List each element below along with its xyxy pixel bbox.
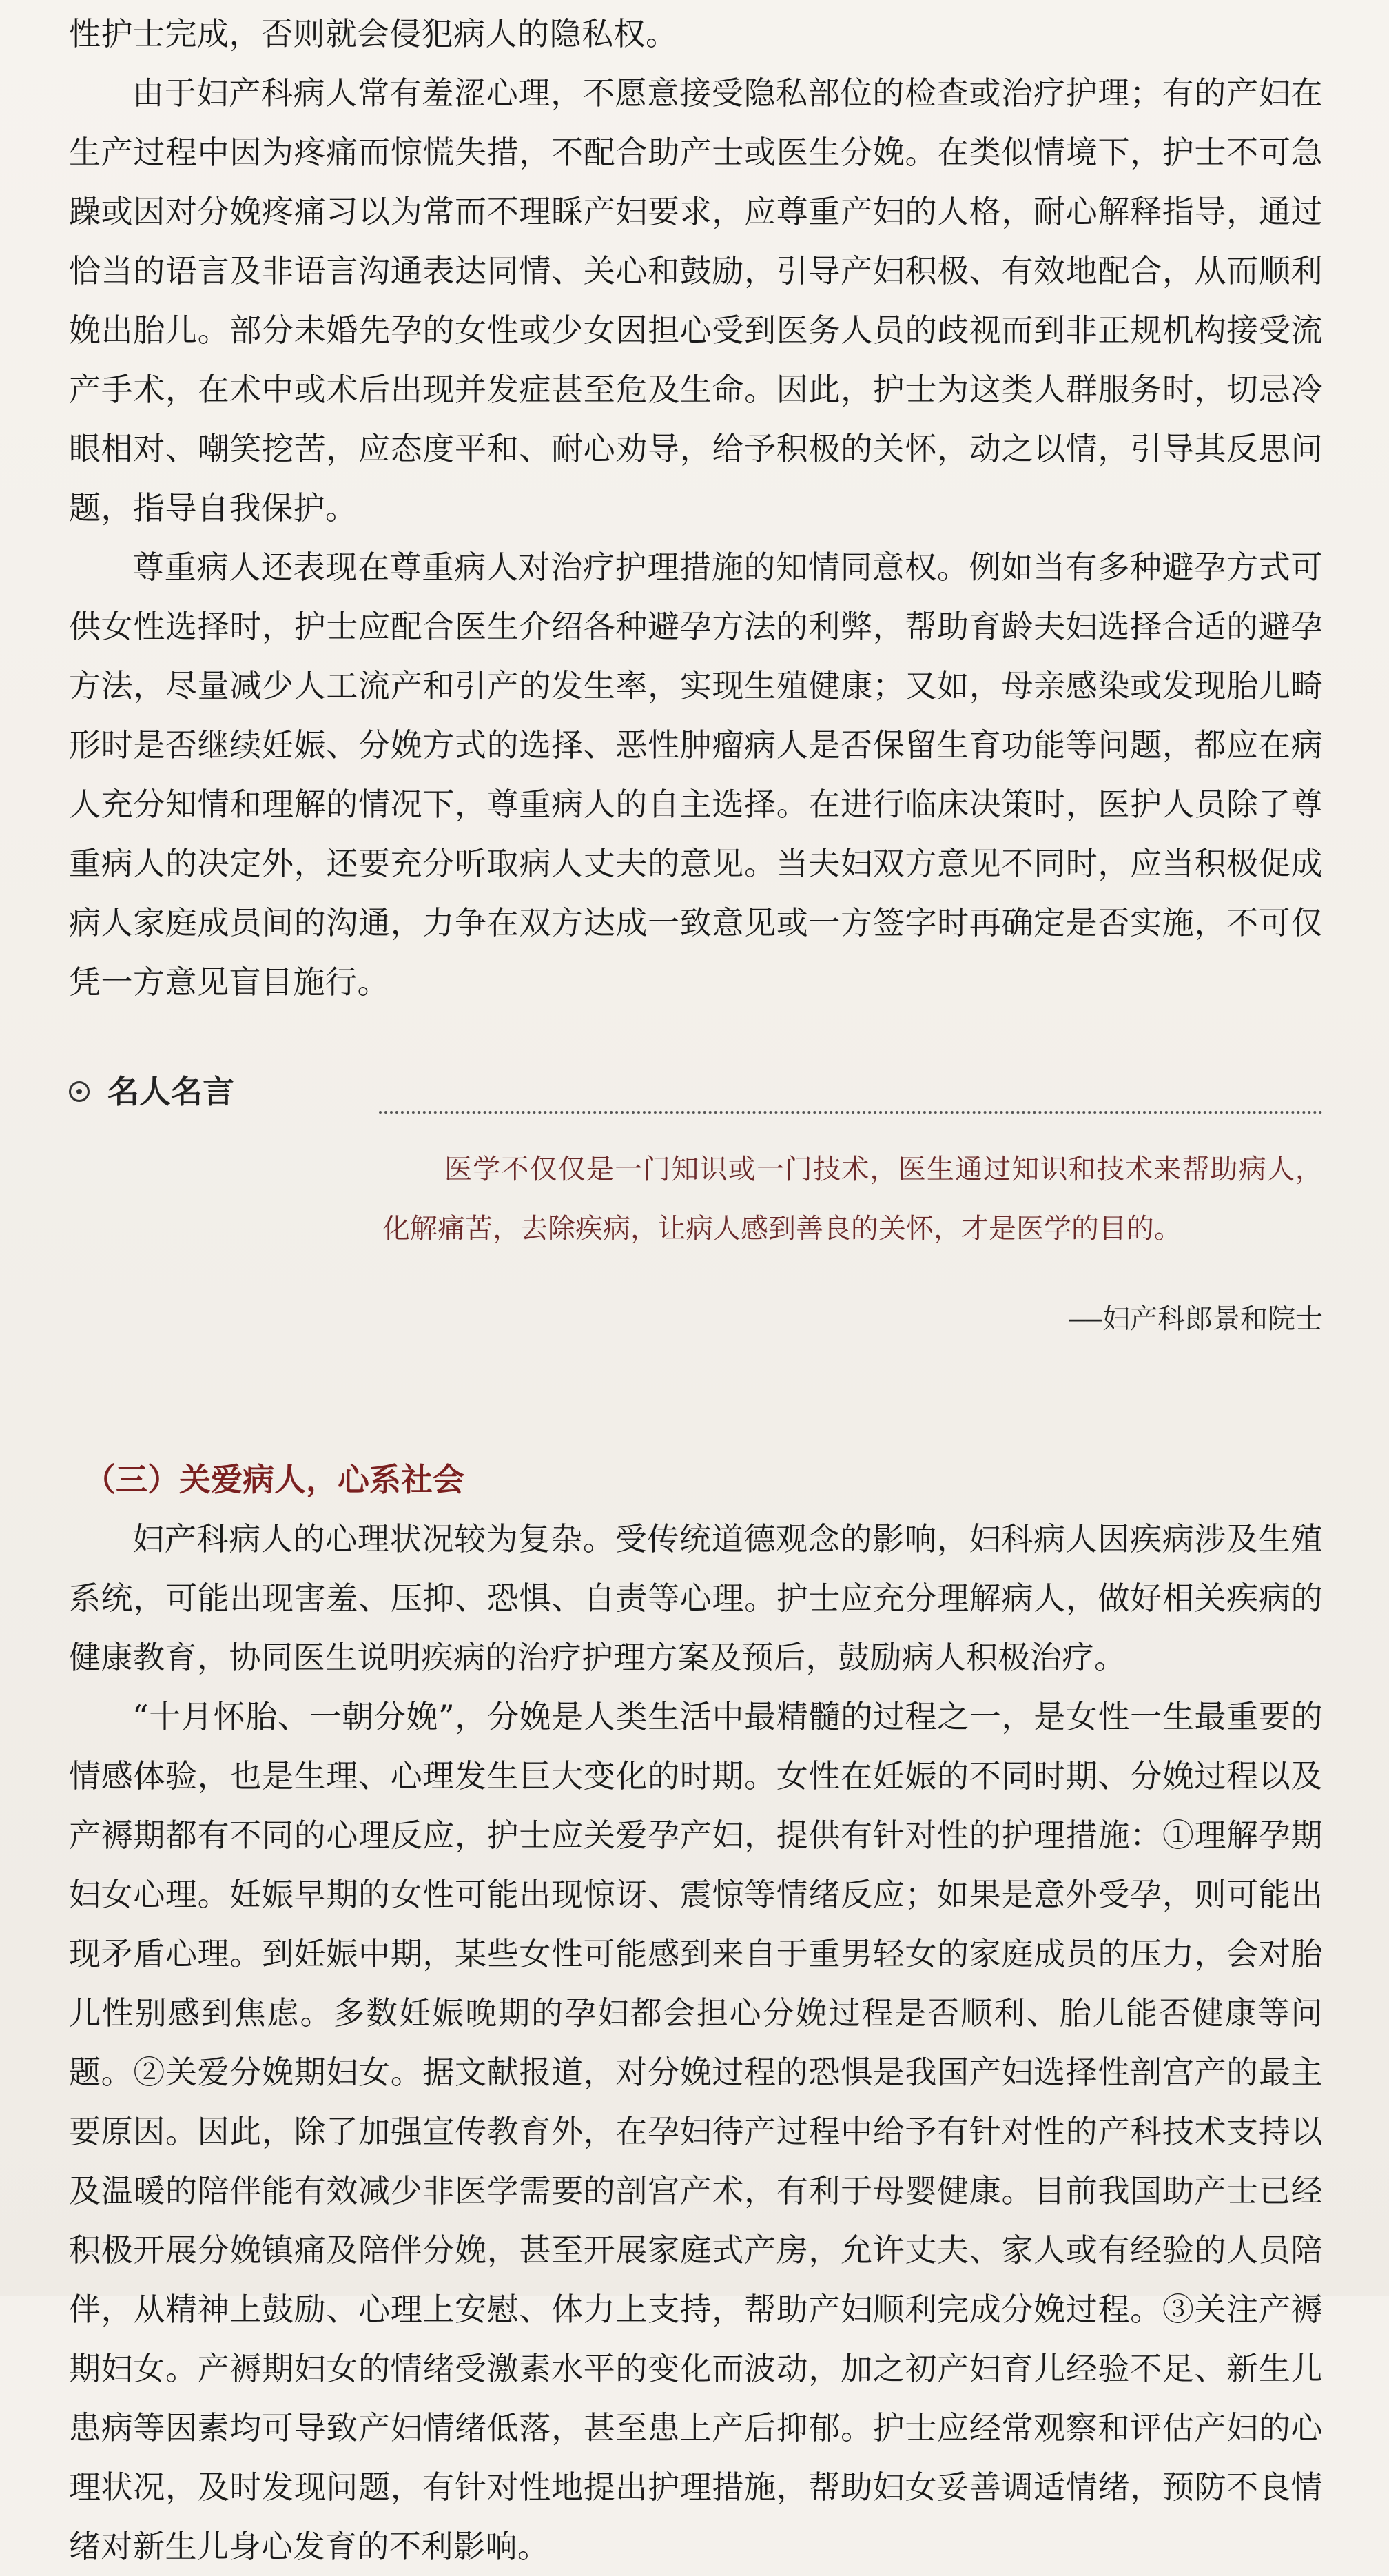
paragraph-privacy: 由于妇产科病人常有羞涩心理，不愿意接受隐私部位的检查或治疗护理；有的产妇在生产过程中因为疼痛而惊慌失措，不配合助产士或医生分娩。在类似情境下，护士不可急躁或因对分娩疼痛习以为常而不理睬产妇要求，应尊重产妇的人格，耐心解释指导，通过恰当的语言及非语言沟通表达同情、关心和鼓励，引导产妇积极、有效地配合，从而顺利娩出胎儿。部分未婚先孕的女性或少女因担心受到医务人员的歧视而到非正规机构接受流产手术，在术中或术后出现并发症甚至危及生命。因此，护士为这类人群服务时，切忌冷眼相对、嘲笑挖苦，应态度平和、耐心劝导，给予积极的关怀，动之以情，引导其反思问题，指导自我保护。 [69, 74, 1323, 527]
paragraph-childbirth: “十月怀胎、一朝分娩”，分娩是人类生活中最精髓的过程之一，是女性一生最重要的情感体验，也是生理、心理发生巨大变化的时期。女性在妊娠的不同时期、分娩过程以及产褥期都有不同的心理反应，护士应关爱孕产妇，提供有针对性的护理措施：①理解孕期妇女心理。妊娠早期的女性可能出现惊讶、震惊等情绪反应；如果是意外受孕，则可能出现矛盾心理。到妊娠中期，某些女性可能感到来自于重男轻女的家庭成员的压力，会对胎儿性别感到焦虑。多数妊娠晚期的孕妇都会担心分娩过程是否顺利、胎儿能否健康等问题。②关爱分娩期妇女。据文献报道，对分娩过程的恐惧是我国产妇选择性剖宫产的最主要原因。因此，除了加强宣传教育外，在孕妇待产过程中给予有针对性的产科技术支持以及温暖的陪伴能有效减少非医学需要的剖宫产术，有利于母婴健康。目前我国助产士已经积极开展分娩镇痛及陪伴分娩，甚至开展家庭式产房，允许丈夫、家人或有经验的人员陪伴，从精神上鼓励、心理上安慰、体力上支持，帮助产妇顺利完成分娩过程。③关注产褥期妇女。产褥期妇女的情绪受激素水平的变化而波动，加之初产妇育儿经验不足、新生儿患病等因素均可导致产妇情绪低落，甚至患上产后抑郁。护士应经常观察和评估产妇的心理状况，及时发现问题，有针对性地提出护理措施，帮助妇女妥善调适情绪，预防不良情绪对新生儿身心发育的不利影响。 [69, 1698, 1323, 2565]
quote-text: 医学不仅仅是一门知识或一门技术，医生通过知识和技术来帮助病人，化解痛苦，去除疾病，让病人感到善良的关怀，才是医学的目的。 [382, 1154, 1323, 1245]
quote-title-text: 名人名言 [107, 1073, 234, 1110]
paragraph-psychology: 妇产科病人的心理状况较为复杂。受传统道德观念的影响，妇科病人因疾病涉及生殖系统，可能出现害羞、压抑、恐惧、自责等心理。护士应充分理解病人，做好相关疾病的健康教育，协同医生说明疾病的治疗护理方案及预后，鼓励病人积极治疗。 [69, 1520, 1323, 1676]
quote-heading [69, 1071, 234, 1112]
famous-quote-box [69, 1071, 1323, 1367]
paragraph-continuation: 性护士完成，否则就会侵犯病人的隐私权。 [69, 15, 678, 52]
paragraph-informed-consent: 尊重病人还表现在尊重病人对治疗护理措施的知情同意权。例如当有多种避孕方式可供女性选择时，护士应配合医生介绍各种避孕方法的利弊，帮助育龄夫妇选择合适的避孕方法，尽量减少人工流产和引产的发生率，实现生殖健康；又如，母亲感染或发现胎儿畸形时是否继续妊娠、分娩方式的选择、恶性肿瘤病人是否保留生育功能等问题，都应在病人充分知情和理解的情况下，尊重病人的自主选择。在进行临床决策时，医护人员除了尊重病人的决定外，还要充分听取病人丈夫的意见。当夫妇双方意见不同时，应当积极促成病人家庭成员间的沟通，力争在双方达成一致意见或一方签字时再确定是否实施，不可仅凭一方意见盲目施行。 [69, 549, 1323, 1001]
section-heading: （三）关爱病人，心系社会 [84, 1461, 464, 1498]
quote-author: ——妇产科郎景和院士 [1069, 1303, 1323, 1335]
target-circle-icon [69, 1081, 90, 1102]
dotted-divider [379, 1111, 1323, 1114]
